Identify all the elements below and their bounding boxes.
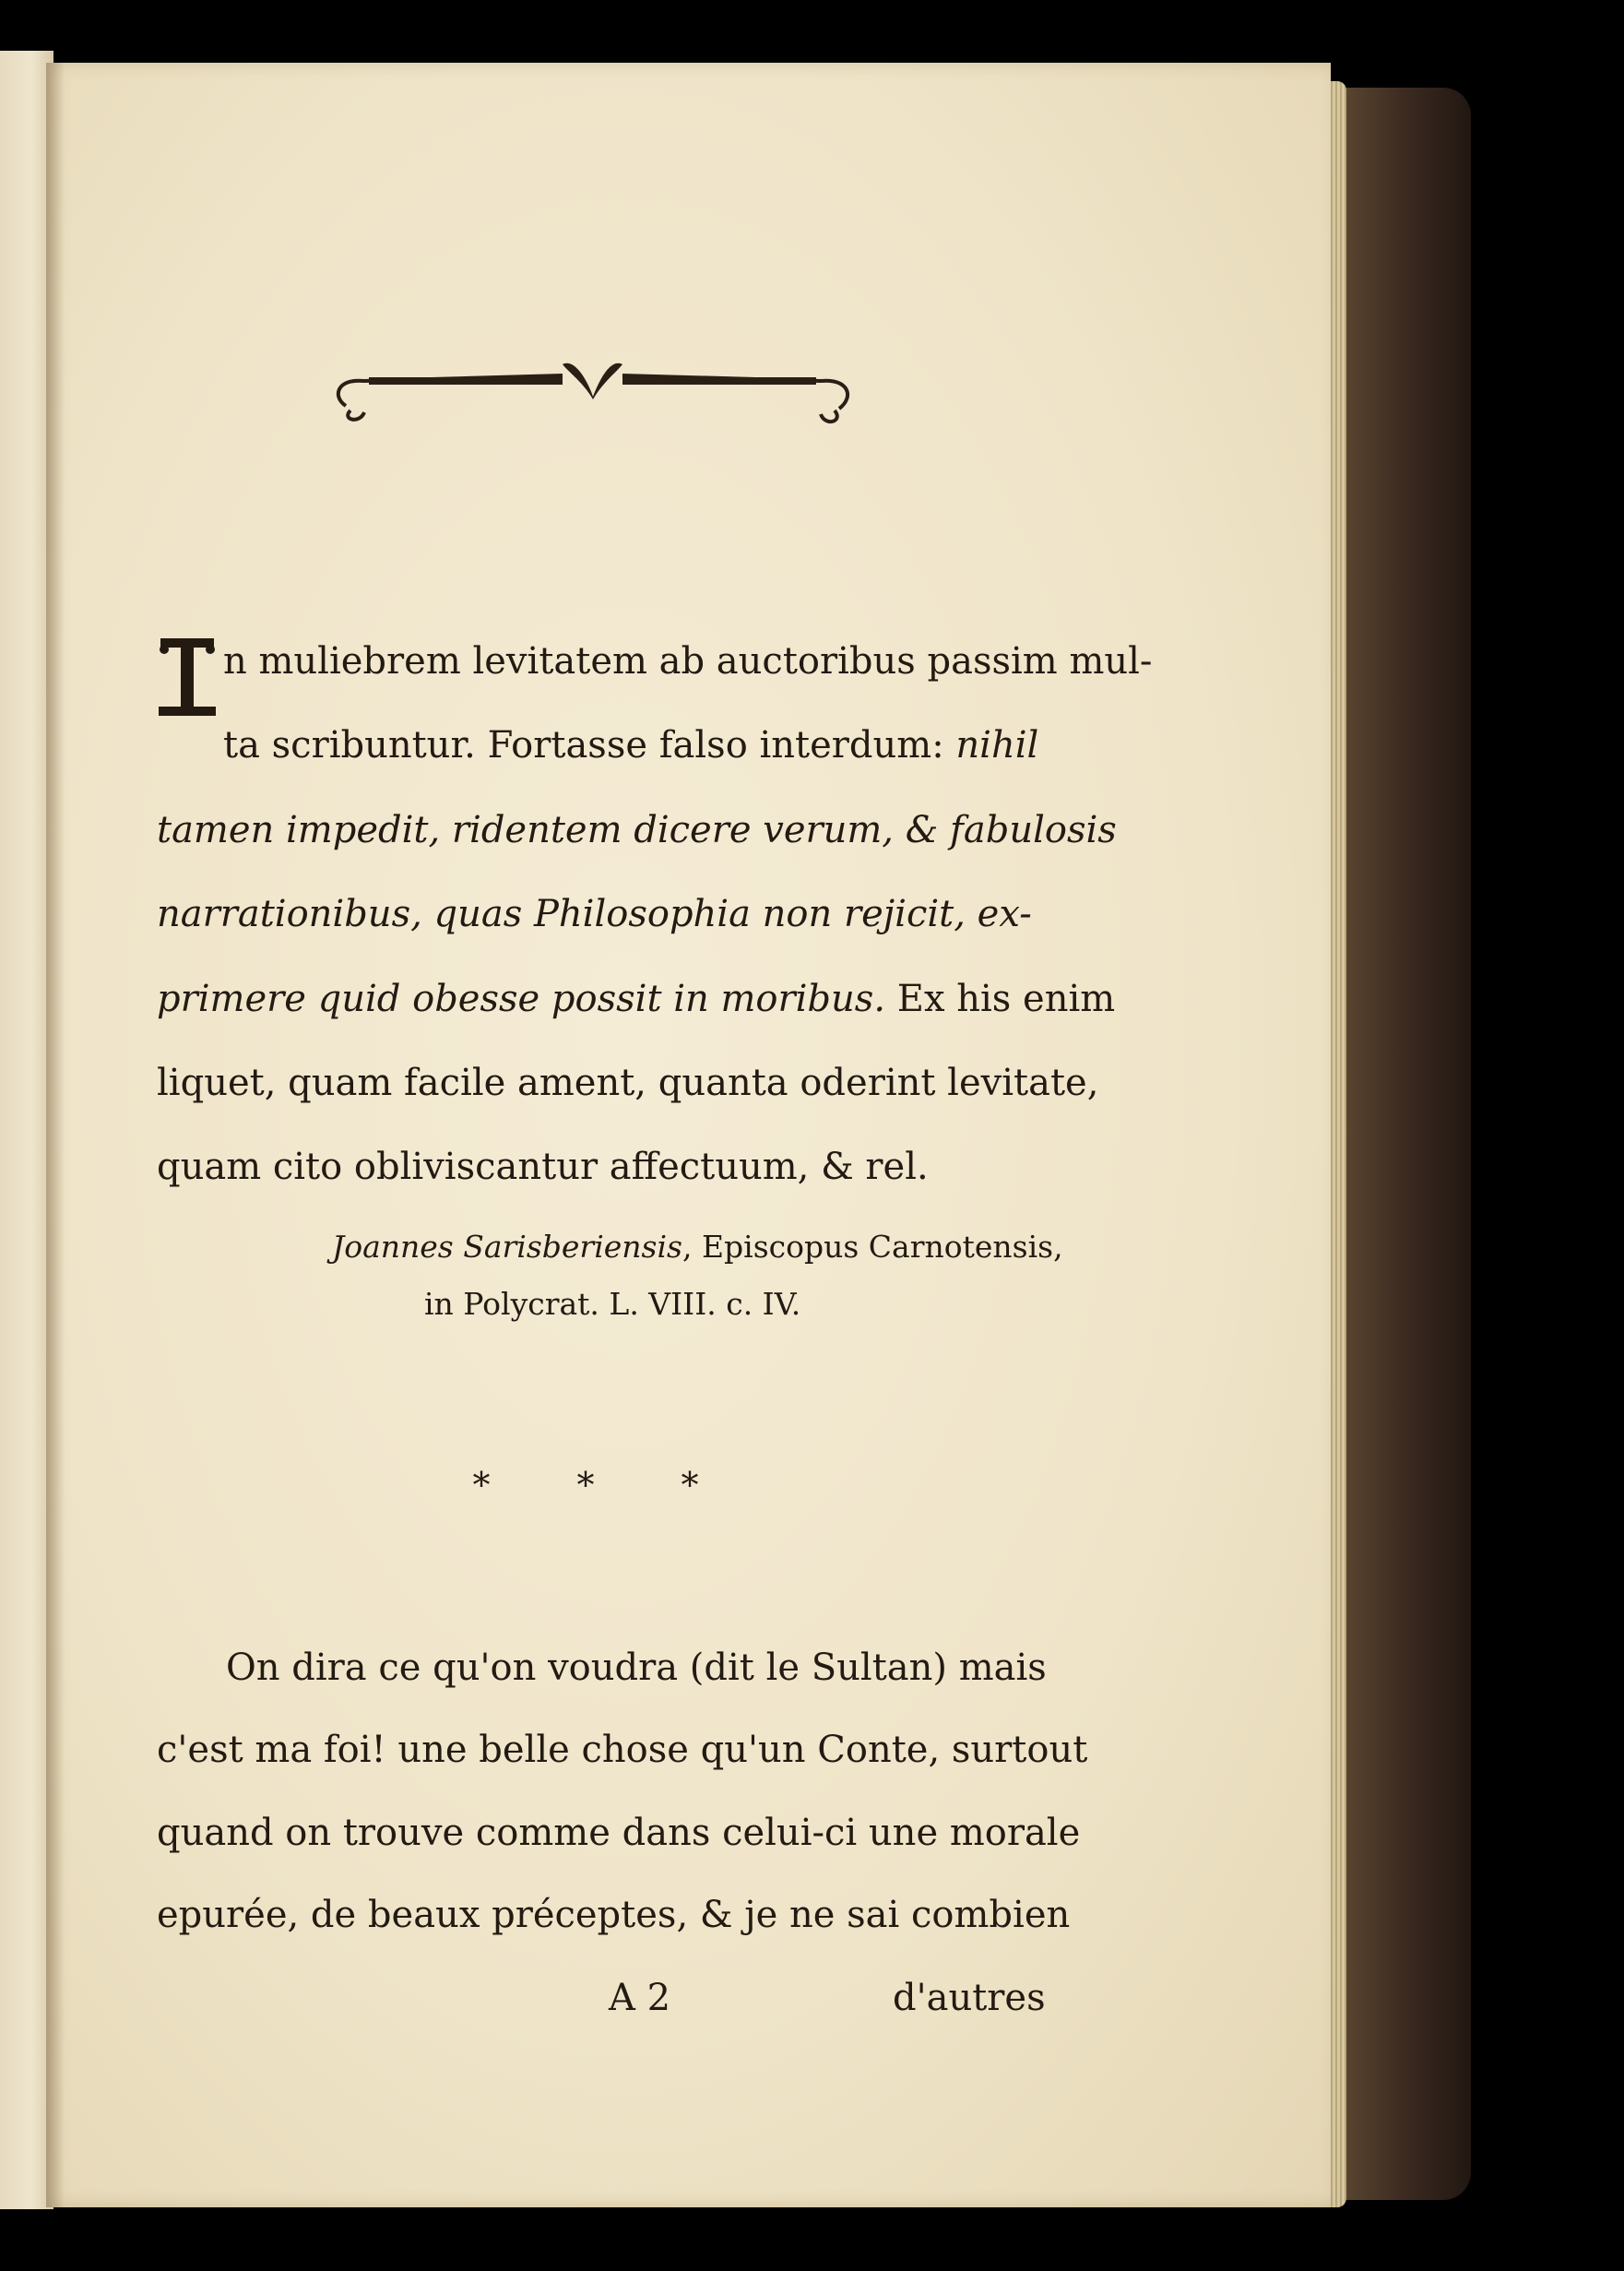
headpiece-ornament-icon [327, 355, 858, 429]
separator-star: * [681, 1465, 699, 1505]
signature-mark: A 2 [609, 1977, 671, 2019]
catchword: d'autres [893, 1977, 1046, 2019]
dropcap-ornament [155, 635, 219, 719]
french-line-1: On dira ce qu'on voudra (dit le Sultan) mais [226, 1647, 1047, 1689]
citation-line-2: in Polycrat. L. VIII. c. IV. [424, 1286, 801, 1322]
latin-line-4: narrationibus, quas Philosophia non rejicit, ex- [157, 893, 1032, 935]
latin-line-7: quam cito obliviscantur affectuum, & rel. [157, 1146, 929, 1188]
latin-line-1: n muliebrem levitatem ab auctoribus passim mul- [223, 640, 1153, 683]
citation-line-1 [332, 1227, 1063, 1267]
latin-line-2-roman: ta scribuntur. Fortasse falso interdum: [223, 724, 956, 767]
citation-author: Joannes Sarisberiensis [332, 1229, 682, 1265]
latin-line-2-italic: nihil [955, 724, 1039, 767]
asterism-separator-icon [452, 1462, 719, 1508]
french-line-4: epurée, de beaux préceptes, & je ne sai combien [157, 1894, 1071, 1936]
separator-star: * [576, 1465, 595, 1505]
page-gutter-shadow [46, 63, 65, 2207]
latin-line-5 [157, 976, 1115, 1022]
latin-line-5-italic: primere quid obesse possit in moribus. [157, 978, 886, 1020]
latin-line-6: liquet, quam facile ament, quanta oderint levitate, [157, 1062, 1099, 1104]
french-line-2: c'est ma foi! une belle chose qu'un Conte, surtout [157, 1729, 1088, 1771]
latin-line-3: tamen impedit, ridentem dicere verum, & fabulosis [157, 809, 1117, 851]
citation-see: , Episcopus Carnotensis, [682, 1229, 1063, 1265]
french-line-3: quand on trouve comme dans celui-ci une morale [157, 1812, 1081, 1854]
latin-line-2 [223, 722, 1038, 768]
latin-line-5-roman: Ex his enim [885, 978, 1116, 1020]
separator-star: * [472, 1465, 491, 1505]
